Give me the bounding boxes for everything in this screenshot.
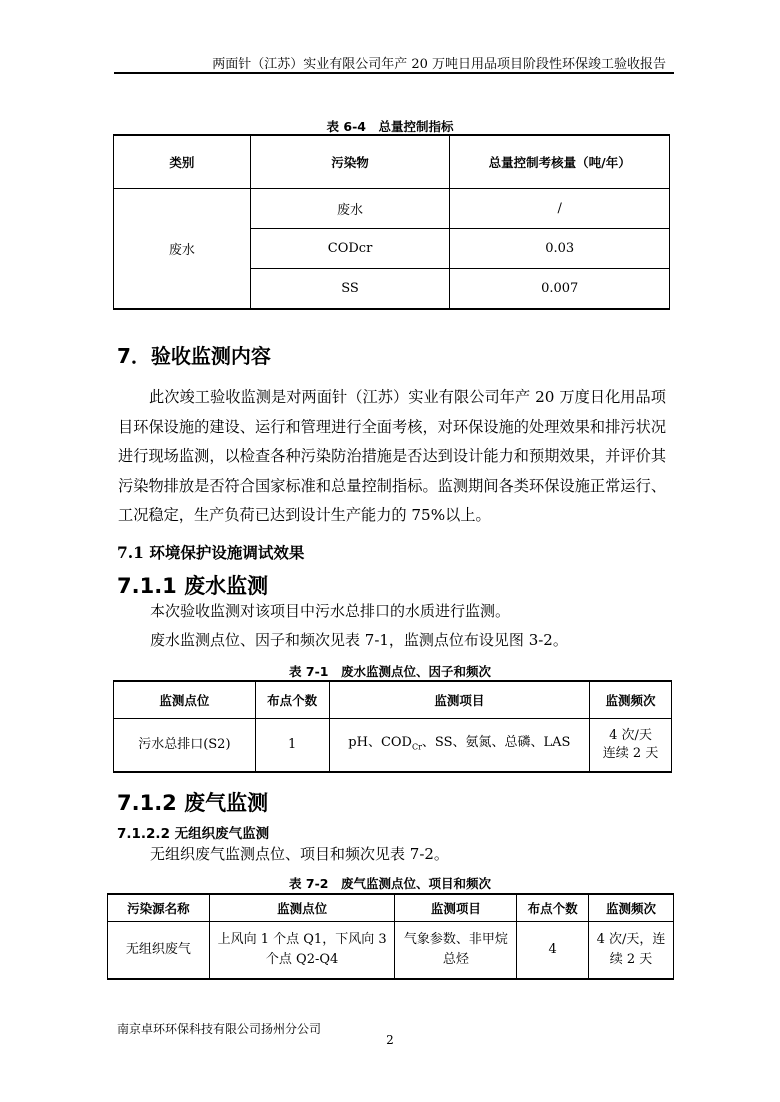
exhaust-monitoring-table xyxy=(107,893,674,980)
table-header-row xyxy=(108,894,674,922)
point-line-2: 个点 Q2-Q4 xyxy=(265,952,339,967)
table-header-row xyxy=(114,135,670,189)
pollutant-cell: 废水 xyxy=(250,189,450,229)
header-point: 监测点位 xyxy=(114,681,256,719)
items-text-post: 、SS、氨氮、总磷、LAS xyxy=(421,734,571,750)
category-cell: 废水 xyxy=(114,189,251,310)
table-7-1-caption: 表 7-1 废水监测点位、因子和频次 xyxy=(289,664,491,679)
header-rule xyxy=(114,72,674,74)
header-frequency: 监测频次 xyxy=(590,681,672,719)
table-header-row xyxy=(114,681,672,719)
point-line-1: 上风向 1 个点 Q1，下风向 3 xyxy=(217,932,387,947)
items-cell xyxy=(329,719,590,773)
running-header: 两面针（江苏）实业有限公司年产 20 万吨日用品项目阶段性环保竣工验收报告 xyxy=(212,57,666,72)
header-control-amount: 总量控制考核量（吨/年） xyxy=(450,135,670,189)
frequency-line-2: 连续 2 天 xyxy=(602,746,659,761)
point-cell xyxy=(209,922,395,980)
header-count: 布点个数 xyxy=(255,681,329,719)
frequency-cell xyxy=(589,922,674,980)
header-frequency: 监测频次 xyxy=(589,894,674,922)
count-cell: 4 xyxy=(517,922,589,980)
items-text-pre: pH、COD xyxy=(348,734,412,750)
total-control-table xyxy=(113,134,670,310)
section-7-1-1-heading: 7.1.1 废水监测 xyxy=(117,574,269,598)
point-cell: 污水总排口(S2) xyxy=(114,719,256,773)
section-7-1-2-heading: 7.1.2 废气监测 xyxy=(117,791,269,815)
value-cell: 0.03 xyxy=(450,229,670,269)
header-items: 监测项目 xyxy=(395,894,517,922)
frequency-line-2: 续 2 天 xyxy=(609,952,653,967)
value-cell: / xyxy=(450,189,670,229)
wastewater-monitoring-table xyxy=(113,680,672,773)
value-cell: 0.007 xyxy=(450,269,670,310)
section-7-1-1-line-2: 废水监测点位、因子和频次见表 7-1，监测点位布设见图 3-2。 xyxy=(150,631,568,649)
frequency-line-1: 4 次/天 xyxy=(609,728,652,743)
header-category: 类别 xyxy=(114,135,251,189)
pollutant-cell: CODcr xyxy=(250,229,450,269)
section-7-1-2-2-line: 无组织废气监测点位、项目和频次见表 7-2。 xyxy=(150,845,449,863)
frequency-cell xyxy=(590,719,672,773)
items-subscript: Cr xyxy=(411,742,422,752)
header-items: 监测项目 xyxy=(329,681,590,719)
section-7-1-heading: 7.1 环境保护设施调试效果 xyxy=(117,543,305,562)
section-7-1-1-line-1: 本次验收监测对该项目中污水总排口的水质进行监测。 xyxy=(150,602,511,620)
table-row xyxy=(108,922,674,980)
section-7-heading: 7．验收监测内容 xyxy=(117,344,271,368)
pollutant-cell: SS xyxy=(250,269,450,310)
frequency-line-1: 4 次/天，连 xyxy=(596,932,666,947)
table-row xyxy=(114,189,670,229)
items-line-2: 总烃 xyxy=(442,952,469,967)
section-7-1-2-2-heading: 7.1.2.2 无组织废气监测 xyxy=(117,826,270,842)
table-6-4-caption: 表 6-4 总量控制指标 xyxy=(326,119,454,134)
count-cell: 1 xyxy=(255,719,329,773)
header-count: 布点个数 xyxy=(517,894,589,922)
page-number: 2 xyxy=(386,1033,394,1047)
header-source: 污染源名称 xyxy=(108,894,210,922)
header-point: 监测点位 xyxy=(209,894,395,922)
table-7-2-caption: 表 7-2 废气监测点位、项目和频次 xyxy=(289,876,491,891)
footer-company: 南京卓环环保科技有限公司扬州分公司 xyxy=(117,1022,322,1036)
header-pollutant: 污染物 xyxy=(250,135,450,189)
section-7-paragraph: 此次竣工验收监测是对两面针（江苏）实业有限公司年产 20 万度日化用品项目环保设施的建设、运行和管理进行全面考核，对环保设施的处理效果和排污状况进行现场监测，以检查各种污染防治措施是否达到设计能力和预期效果，并评价其污染物排放是否符合国家标准和总量控制指标。监测期间各类环保设施正常运行、工况稳定，生产负荷已达到设计生产能力的 75%以上。 xyxy=(118,388,666,524)
source-cell: 无组织废气 xyxy=(108,922,210,980)
items-line-1: 气象参数、非甲烷 xyxy=(403,932,508,947)
table-row xyxy=(114,719,672,773)
items-cell xyxy=(395,922,517,980)
